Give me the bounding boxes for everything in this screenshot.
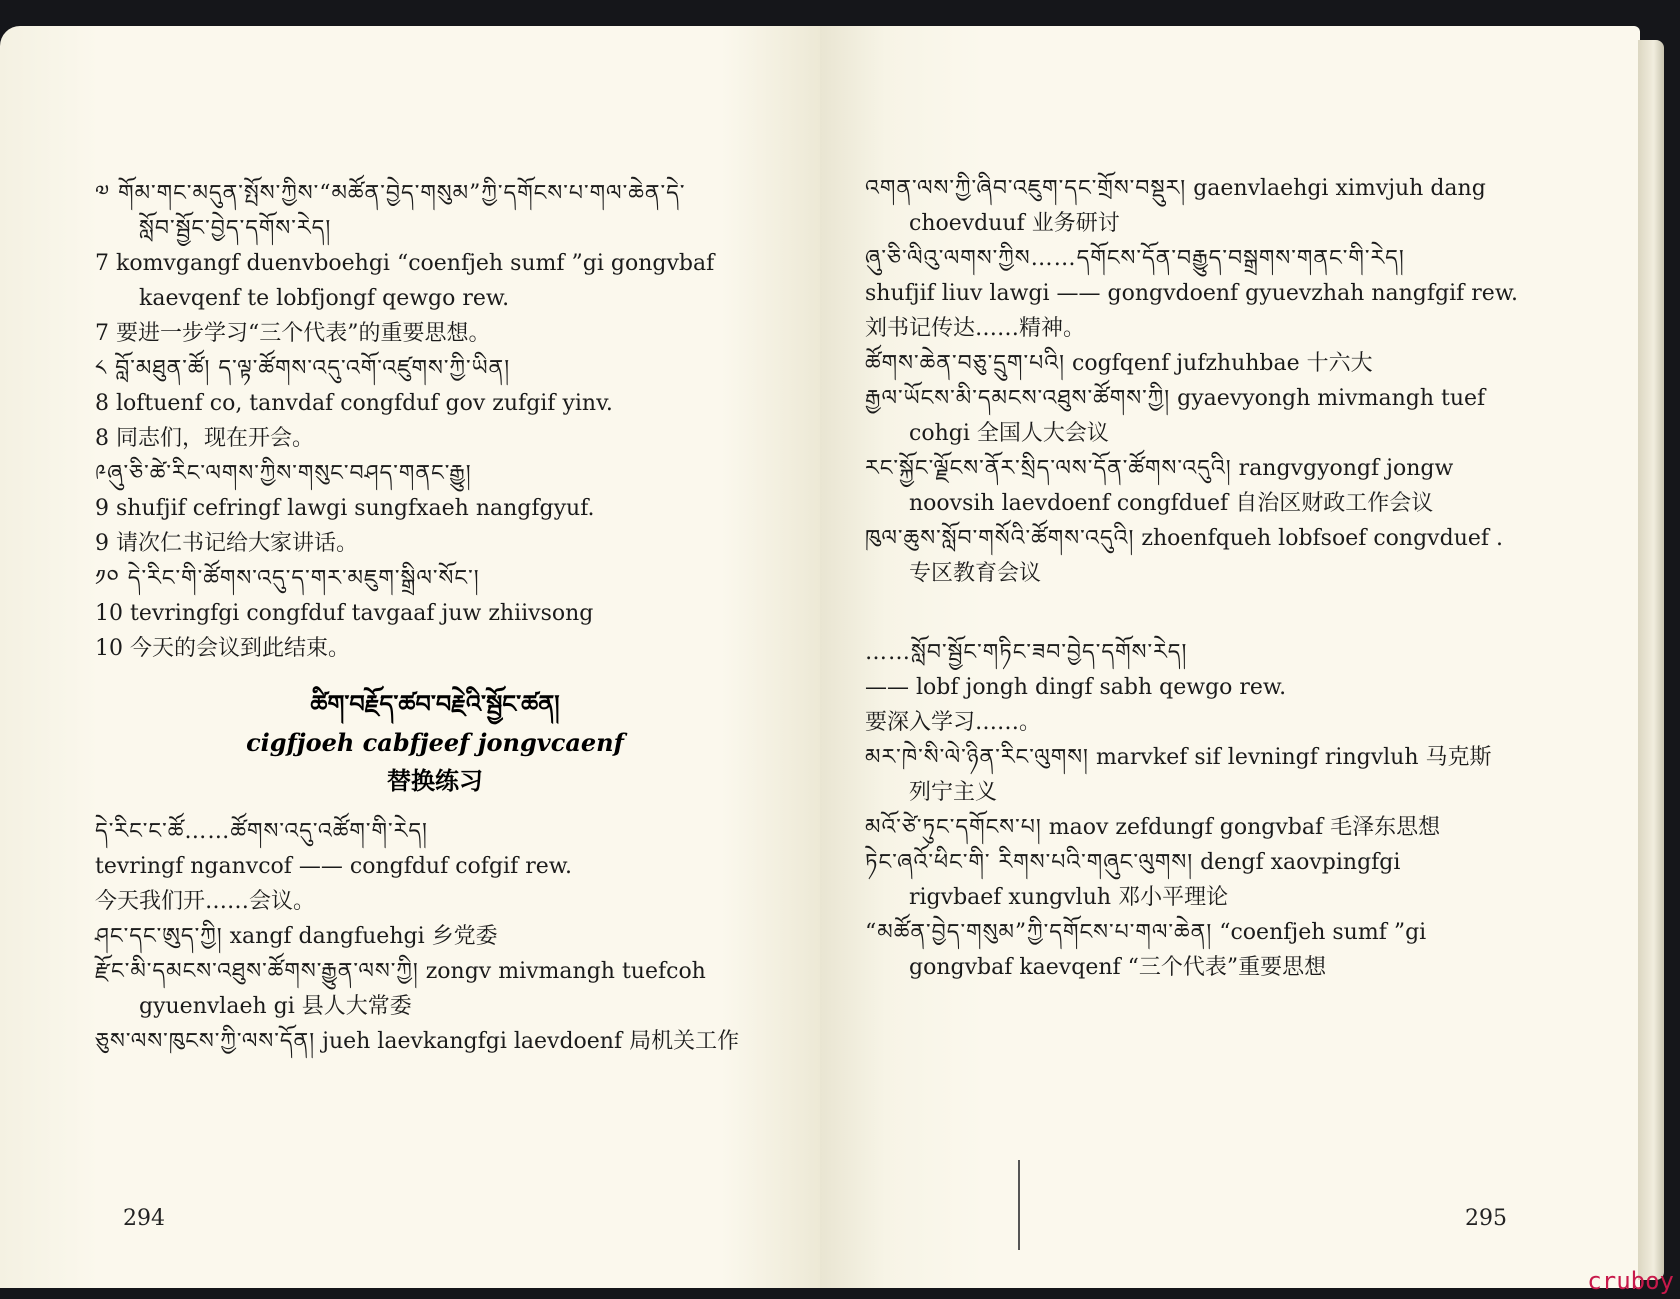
tibetan-text: མར་ཁེ་སི་ལེ་ཉིན་རིང་ལུགས།	[865, 745, 1089, 770]
romanized-text: zongv mivmangh tuefcoh	[425, 959, 706, 984]
spacer	[865, 591, 1565, 635]
text-line	[95, 211, 775, 246]
text-line	[95, 246, 775, 281]
text-line	[865, 705, 1565, 740]
romanized-text: gyaevyongh mivmangh tuef	[1177, 386, 1486, 411]
chinese-text: 马克斯	[1425, 745, 1492, 770]
text-line	[865, 880, 1565, 915]
romanized-text: marvkef sif levningf ringvluh	[1095, 745, 1419, 770]
tibetan-text: ཤང་དང་ཨུད་ཀྱི།	[95, 924, 223, 949]
text-line	[95, 491, 775, 526]
tibetan-text: ༨ བློ་མཐུན་ཚོ། ད་ལྟ་ཚོགས་འདུ་འགོ་འཛུགས་ཀྱི་ཡིན།	[95, 356, 511, 381]
chinese-text: 要深入学习……。	[865, 710, 1042, 735]
tibetan-text: ༧ གོམ་གང་མདུན་སྤོས་ཀྱིས་“མཚོན་བྱེད་གསུམ”ཀྱི་དགོངས་པ་གལ་ཆེན་དེ་	[95, 181, 686, 206]
text-line	[95, 561, 775, 596]
tibetan-text: ཁུལ་ཆུས་སློབ་གསོའི་ཚོགས་འདུའི།	[865, 526, 1135, 551]
chinese-text: 8 同志们，现在开会。	[95, 426, 314, 451]
romanized-text: rigvbaef xungvluh	[909, 885, 1112, 910]
romanized-text: gyuenvlaeh gi	[139, 994, 295, 1019]
chinese-text: 十六大	[1306, 351, 1373, 376]
text-line	[865, 670, 1565, 705]
tibetan-text: རང་སྐྱོང་ལྗོངས་ནོར་སྲིད་ལས་དོན་ཚོགས་འདུའི།	[865, 456, 1232, 481]
text-line	[95, 814, 775, 849]
chinese-text: “三个代表”重要思想	[1127, 955, 1327, 980]
chinese-text: 业务研讨	[1031, 211, 1120, 236]
text-line	[95, 316, 775, 351]
text-line	[865, 740, 1565, 775]
tibetan-text: ༡༠ དེ་རིང་གི་ཚོགས་འདུ་ད་གར་མཇུག་སྒྲིལ་སོང་།	[95, 566, 480, 591]
text-line	[95, 351, 775, 386]
text-line	[95, 919, 775, 954]
chinese-text: 今天我们开……会议。	[95, 889, 316, 914]
chinese-text: 全国人大会议	[976, 421, 1109, 446]
chinese-text: 局机关工作	[629, 1029, 740, 1054]
text-line	[865, 486, 1565, 521]
romanized-text: choevduuf	[909, 211, 1025, 236]
tibetan-text: རྫོང་མི་དམངས་འཐུས་ཚོགས་རྒྱུན་ལས་ཀྱི།	[95, 959, 419, 984]
romanized-text: gongvbaf kaevqenf	[909, 955, 1121, 980]
chinese-text: 县人大常委	[301, 994, 412, 1019]
romanized-text: dengf xaovpingfgi	[1200, 850, 1401, 875]
watermark: cruboy	[1587, 1267, 1674, 1295]
chinese-text: 9 请次仁书记给大家讲话。	[95, 531, 358, 556]
chinese-text: 列宁主义	[909, 780, 998, 805]
tibetan-text: འགན་ལས་ཀྱི་ཞིབ་འཇུག་དང་གྲོས་བསྡུར།	[865, 176, 1187, 201]
text-line	[865, 521, 1565, 556]
text-line	[865, 206, 1565, 241]
text-line	[95, 884, 775, 919]
heading-tibetan: ཚིག་བརྗོད་ཚབ་བརྗེའི་སྦྱོང་ཚན།	[310, 689, 560, 718]
text-line	[865, 451, 1565, 486]
romanized-text: cogfqenf jufzhuhbae	[1072, 351, 1300, 376]
tibetan-text: མའོ་ཙེ་ཏུང་དགོངས་པ།	[865, 815, 1042, 840]
romanized-text: shufjif liuv lawgi —— gongvdoenf gyuevzhah nangfgif rew.	[865, 281, 1519, 306]
page-number-right: 295	[1465, 1206, 1507, 1231]
tibetan-text: “མཚོན་བྱེད་གསུམ”ཀྱི་དགོངས་པ་གལ་ཆེན།	[865, 920, 1213, 945]
text-line	[865, 171, 1565, 206]
tibetan-text: དེ་རིང་ང་ཚོ……ཚོགས་འདུ་འཚོག་གི་རེད།	[95, 819, 428, 844]
text-line	[865, 810, 1565, 845]
page-edge	[1638, 40, 1664, 1280]
chinese-text: 乡党委	[431, 924, 498, 949]
heading-romanized: cigfjoeh cabfjeef jongvcaenf	[246, 728, 624, 757]
text-line	[95, 421, 775, 456]
text-line	[95, 281, 775, 316]
text-line	[865, 635, 1565, 670]
romanized-text: cohgi	[909, 421, 970, 446]
chinese-text: 毛泽东思想	[1330, 815, 1441, 840]
romanized-text: jueh laevkangfgi laevdoenf	[322, 1029, 623, 1054]
heading-chinese: 替换练习	[387, 766, 483, 795]
tibetan-text: ཏེང་ཞའོ་ཕིང་གི་ རིགས་པའི་གཞུང་ལུགས།	[865, 850, 1194, 875]
text-line	[95, 176, 775, 211]
chinese-text: 刘书记传达……精神。	[865, 316, 1086, 341]
text-line	[865, 346, 1565, 381]
text-line	[865, 950, 1565, 985]
right-page-text	[865, 171, 1565, 985]
romanized-text: 10 tevringfgi congfduf tavgaaf juw zhiivsong	[95, 601, 594, 626]
romanized-text: 9 shufjif cefringf lawgi sungfxaeh nangfgyuf.	[95, 496, 595, 521]
romanized-text: xangf dangfuehgi	[229, 924, 425, 949]
tibetan-text: ༩ཞུ་ཅི་ཚེ་རིང་ལགས་ཀྱིས་གསུང་བཤད་གནང་རྒྱུ།	[95, 461, 472, 486]
text-line	[95, 989, 775, 1024]
text-line	[95, 526, 775, 561]
left-page-text	[95, 176, 775, 1059]
romanized-text: —— lobf jongh dingf sabh qewgo rew.	[865, 675, 1287, 700]
romanized-text: rangvgyongf jongw	[1238, 456, 1454, 481]
text-line	[865, 381, 1565, 416]
text-line	[865, 775, 1565, 810]
chinese-text: 10 今天的会议到此结束。	[95, 636, 350, 661]
text-line	[865, 416, 1565, 451]
romanized-text: zhoenfqueh lobfsoef congvduef .	[1141, 526, 1504, 551]
text-line	[95, 631, 775, 666]
text-line	[865, 915, 1565, 950]
romanized-text: “coenfjeh sumf ”gi	[1219, 920, 1427, 945]
romanized-text: kaevqenf te lobfjongf qewgo rew.	[139, 286, 510, 311]
text-line	[865, 241, 1565, 276]
romanized-text: 7 komvgangf duenvboehgi “coenfjeh sumf ”gi gongvbaf	[95, 251, 715, 276]
romanized-text: tevringf nganvcof —— congfduf cofgif rew.	[95, 854, 572, 879]
text-line	[95, 386, 775, 421]
romanized-text: 8 loftuenf co, tanvdaf congfduf gov zufgif yinv.	[95, 391, 613, 416]
right-page	[820, 26, 1640, 1288]
section-heading	[95, 684, 775, 800]
gutter-line	[1018, 1160, 1020, 1250]
tibetan-text: ……སློབ་སྦྱོང་གཏིང་ཟབ་བྱེད་དགོས་རེད།	[865, 640, 1188, 665]
romanized-text: noovsih laevdoenf congfduef	[909, 491, 1229, 516]
tibetan-text: སློབ་སྦྱོང་བྱེད་དགོས་རེད།	[139, 216, 332, 241]
text-line	[865, 276, 1565, 311]
text-line	[95, 456, 775, 491]
chinese-text: 专区教育会议	[909, 561, 1042, 586]
text-line	[865, 311, 1565, 346]
page-number-left: 294	[123, 1206, 165, 1231]
tibetan-text: ཚོགས་ཆེན་བཅུ་དྲུག་པའི།	[865, 351, 1065, 376]
left-page	[0, 26, 820, 1288]
tibetan-text: ཞུ་ཅི་ལིའུ་ལགས་ཀྱིས……དགོངས་དོན་བརྒྱུད་བསྒྲགས་གནང་གི་རེད།	[865, 246, 1405, 271]
text-line	[95, 954, 775, 989]
text-line	[865, 845, 1565, 880]
chinese-text: 自治区财政工作会议	[1235, 491, 1434, 516]
text-line	[95, 849, 775, 884]
chinese-text: 7 要进一步学习“三个代表”的重要思想。	[95, 321, 491, 346]
romanized-text: maov zefdungf gongvbaf	[1048, 815, 1324, 840]
text-line	[95, 1024, 775, 1059]
tibetan-text: རྒྱལ་ཡོངས་མི་དམངས་འཐུས་ཚོགས་ཀྱི།	[865, 386, 1171, 411]
romanized-text: gaenvlaehgi ximvjuh dang	[1193, 176, 1486, 201]
text-line	[865, 556, 1565, 591]
tibetan-text: ཅུས་ལས་ཁུངས་ཀྱི་ལས་དོན།	[95, 1029, 316, 1054]
chinese-text: 邓小平理论	[1118, 885, 1229, 910]
text-line	[95, 596, 775, 631]
